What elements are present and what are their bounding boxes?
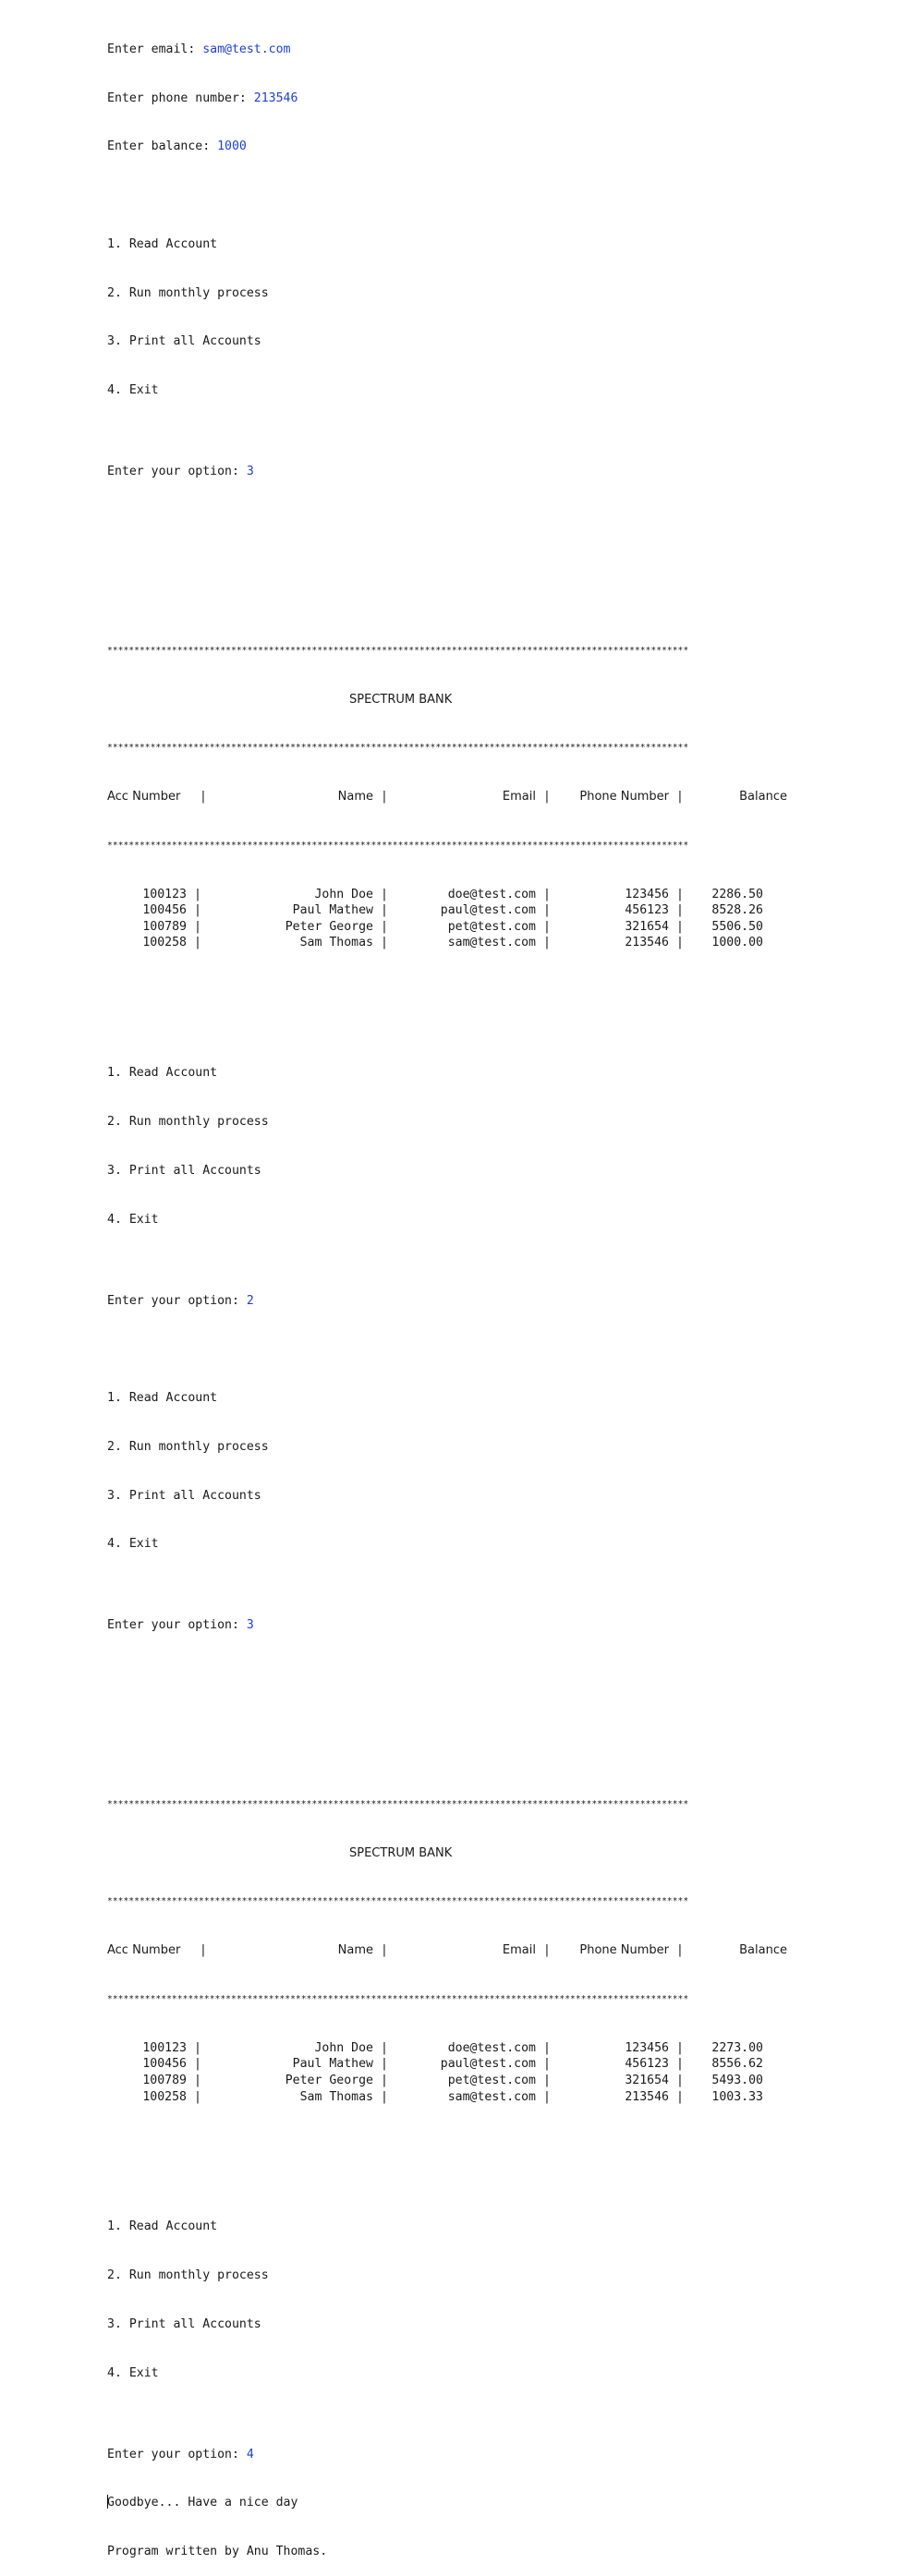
balance-input-value: 1000: [217, 139, 247, 154]
cell-balance: 1003.33: [711, 2089, 763, 2104]
column-separator: |: [381, 2089, 388, 2104]
column-separator: |: [544, 1943, 550, 1958]
column-separator: |: [543, 903, 551, 918]
cell-phone-number: 456123: [625, 903, 669, 918]
table-header-row: [107, 789, 809, 805]
cell-phone-number: 321654: [625, 2074, 669, 2087]
header-balance: Balance: [739, 790, 787, 804]
cell-name: Peter George: [285, 919, 373, 934]
option-input-value: 4: [246, 2447, 254, 2461]
accounts-table-1: [107, 611, 809, 985]
column-separator: |: [194, 2089, 201, 2104]
header-email: Email: [502, 790, 536, 804]
cell-phone-number: 123456: [625, 887, 669, 901]
column-separator: |: [543, 2074, 551, 2087]
column-separator: |: [543, 919, 551, 934]
cell-phone-number: 456123: [625, 2057, 669, 2072]
star-divider: ************************************************************************************************************: [107, 1896, 689, 1907]
header-phone-number: Phone Number: [579, 790, 669, 804]
header-name: Name: [337, 1943, 373, 1958]
column-separator: |: [676, 887, 684, 901]
option-prompt-label: Enter your option:: [107, 1293, 247, 1308]
column-separator: |: [676, 919, 684, 934]
column-separator: |: [194, 919, 201, 934]
menu-item-run-monthly: 2. Run monthly process: [107, 1114, 269, 1129]
phone-input-value: 213546: [253, 91, 298, 105]
cell-balance: 2273.00: [711, 2040, 763, 2055]
phone-prompt-label: Enter phone number:: [107, 91, 254, 105]
cell-balance: 5506.50: [711, 919, 763, 934]
column-separator: |: [200, 790, 206, 804]
cell-balance: 2286.50: [711, 887, 763, 901]
cell-phone-number: 123456: [625, 2040, 669, 2055]
table-row: [107, 887, 809, 903]
cell-acc-number: 100123: [142, 2040, 187, 2055]
column-separator: |: [677, 790, 683, 804]
console-output: [107, 0, 809, 2576]
column-separator: |: [194, 936, 201, 950]
column-separator: |: [194, 887, 201, 901]
menu-item-exit: 4. Exit: [107, 1537, 159, 1552]
cell-acc-number: 100258: [142, 2089, 187, 2104]
option-input-value: 3: [246, 465, 254, 479]
cell-acc-number: 100123: [142, 887, 187, 901]
credit-line: Program written by Anu Thomas.: [107, 2545, 328, 2559]
cell-name: Paul Mathew: [292, 2057, 373, 2072]
cell-email: sam@test.com: [447, 2089, 536, 2104]
cell-email: pet@test.com: [447, 919, 536, 934]
header-acc-number: Acc Number: [107, 790, 181, 804]
table-body: [107, 887, 809, 951]
column-separator: |: [194, 2057, 201, 2072]
menu-block-4: [107, 2186, 809, 2413]
cell-phone-number: 213546: [625, 2089, 669, 2104]
cell-acc-number: 100456: [142, 903, 187, 918]
menu-item-read-account: 1. Read Account: [107, 236, 218, 251]
column-separator: |: [381, 887, 388, 901]
option-prompt-label: Enter your option:: [107, 2447, 247, 2461]
cell-email: doe@test.com: [447, 887, 536, 901]
option-prompt-line: [107, 1293, 809, 1310]
menu-item-read-account: 1. Read Account: [107, 1066, 218, 1081]
menu-item-exit: 4. Exit: [107, 383, 159, 398]
menu-item-read-account: 1. Read Account: [107, 1391, 218, 1406]
cell-balance: 5493.00: [711, 2074, 763, 2087]
header-email: Email: [502, 1943, 536, 1958]
table-body: [107, 2040, 809, 2105]
column-separator: |: [381, 2074, 388, 2087]
cell-acc-number: 100789: [142, 919, 187, 934]
column-separator: |: [381, 2057, 388, 2072]
star-divider: ************************************************************************************************************: [107, 743, 689, 754]
menu-item-run-monthly: 2. Run monthly process: [107, 1439, 269, 1454]
column-separator: |: [676, 2089, 684, 2104]
menu-item-exit: 4. Exit: [107, 2365, 159, 2380]
header-acc-number: Acc Number: [107, 1943, 181, 1958]
column-separator: |: [194, 2040, 201, 2055]
column-separator: |: [381, 903, 388, 918]
bank-title: SPECTRUM BANK: [349, 1845, 453, 1860]
column-separator: |: [676, 2040, 684, 2055]
option-prompt-line: [107, 1617, 809, 1634]
email-input-value: sam@test.com: [202, 42, 291, 56]
column-separator: |: [382, 1943, 387, 1958]
menu-item-print-all: 3. Print all Accounts: [107, 334, 261, 349]
menu-item-run-monthly: 2. Run monthly process: [107, 2268, 269, 2283]
cell-name: Sam Thomas: [299, 936, 373, 950]
balance-prompt-line: [107, 139, 809, 155]
star-divider: ************************************************************************************************************: [107, 645, 689, 656]
cell-acc-number: 100258: [142, 936, 187, 950]
cell-name: John Doe: [314, 2040, 373, 2055]
header-name: Name: [337, 790, 373, 804]
accounts-table-2: [107, 1764, 809, 2138]
column-separator: |: [200, 1943, 206, 1958]
column-separator: |: [676, 936, 684, 950]
menu-block-1: [107, 204, 809, 431]
menu-item-print-all: 3. Print all Accounts: [107, 1488, 261, 1503]
header-phone-number: Phone Number: [579, 1943, 669, 1958]
goodbye-line[interactable]: [107, 2495, 809, 2511]
table-header-row: [107, 1942, 809, 1959]
option-prompt-label: Enter your option:: [107, 1618, 247, 1633]
table-row: [107, 902, 809, 919]
option-prompt-label: Enter your option:: [107, 465, 247, 479]
cell-balance: 8528.26: [711, 903, 763, 918]
blank-line: [107, 1683, 809, 1699]
column-separator: |: [676, 2074, 684, 2087]
column-separator: |: [676, 903, 684, 918]
option-prompt-line: [107, 2447, 809, 2463]
email-prompt-line: [107, 42, 809, 58]
blank-line: [107, 529, 809, 546]
balance-prompt-label: Enter balance:: [107, 139, 218, 154]
cell-email: doe@test.com: [447, 2040, 536, 2055]
column-separator: |: [381, 936, 388, 950]
table-row: [107, 2040, 809, 2057]
cell-email: sam@test.com: [447, 936, 536, 950]
column-separator: |: [543, 2057, 551, 2072]
column-separator: |: [544, 790, 550, 804]
star-divider: ************************************************************************************************************: [107, 1994, 689, 2005]
cell-acc-number: 100789: [142, 2074, 187, 2087]
column-separator: |: [194, 2074, 201, 2087]
cell-phone-number: 321654: [625, 919, 669, 934]
table-row: [107, 2056, 809, 2073]
column-separator: |: [194, 903, 201, 918]
column-separator: |: [543, 887, 551, 901]
table-row: [107, 935, 809, 951]
option-prompt-line: [107, 464, 809, 480]
menu-item-print-all: 3. Print all Accounts: [107, 2316, 261, 2331]
column-separator: |: [382, 790, 387, 804]
goodbye-text: Goodbye... Have a nice day: [107, 2496, 298, 2510]
cell-email: paul@test.com: [440, 903, 536, 918]
menu-item-read-account: 1. Read Account: [107, 2219, 218, 2234]
column-separator: |: [381, 2040, 388, 2055]
menu-item-run-monthly: 2. Run monthly process: [107, 285, 269, 300]
column-separator: |: [676, 2057, 684, 2072]
cell-phone-number: 213546: [625, 936, 669, 950]
star-divider: ************************************************************************************************************: [107, 840, 689, 851]
cell-name: Sam Thomas: [299, 2089, 373, 2104]
cell-email: paul@test.com: [440, 2057, 536, 2072]
option-input-value: 2: [246, 1293, 254, 1308]
cell-name: Paul Mathew: [292, 903, 373, 918]
table-row: [107, 2073, 809, 2089]
bank-title: SPECTRUM BANK: [349, 692, 453, 707]
star-divider: ************************************************************************************************************: [107, 1798, 689, 1809]
phone-prompt-line: [107, 91, 809, 107]
cell-acc-number: 100456: [142, 2057, 187, 2072]
column-separator: |: [543, 936, 551, 950]
table-row: [107, 2089, 809, 2106]
email-prompt-label: Enter email:: [107, 42, 203, 56]
menu-item-exit: 4. Exit: [107, 1212, 159, 1227]
column-separator: |: [381, 919, 388, 934]
cell-name: John Doe: [314, 887, 373, 901]
column-separator: |: [543, 2040, 551, 2055]
cell-balance: 1000.00: [711, 936, 763, 950]
header-balance: Balance: [739, 1943, 787, 1958]
column-separator: |: [677, 1943, 683, 1958]
menu-block-2: [107, 1033, 809, 1260]
column-separator: |: [543, 2089, 551, 2104]
cell-name: Peter George: [285, 2074, 373, 2087]
menu-item-print-all: 3. Print all Accounts: [107, 1163, 261, 1178]
table-row: [107, 919, 809, 936]
menu-block-3: [107, 1358, 809, 1585]
cell-email: pet@test.com: [447, 2074, 536, 2087]
option-input-value: 3: [246, 1618, 254, 1633]
cell-balance: 8556.62: [711, 2057, 763, 2072]
